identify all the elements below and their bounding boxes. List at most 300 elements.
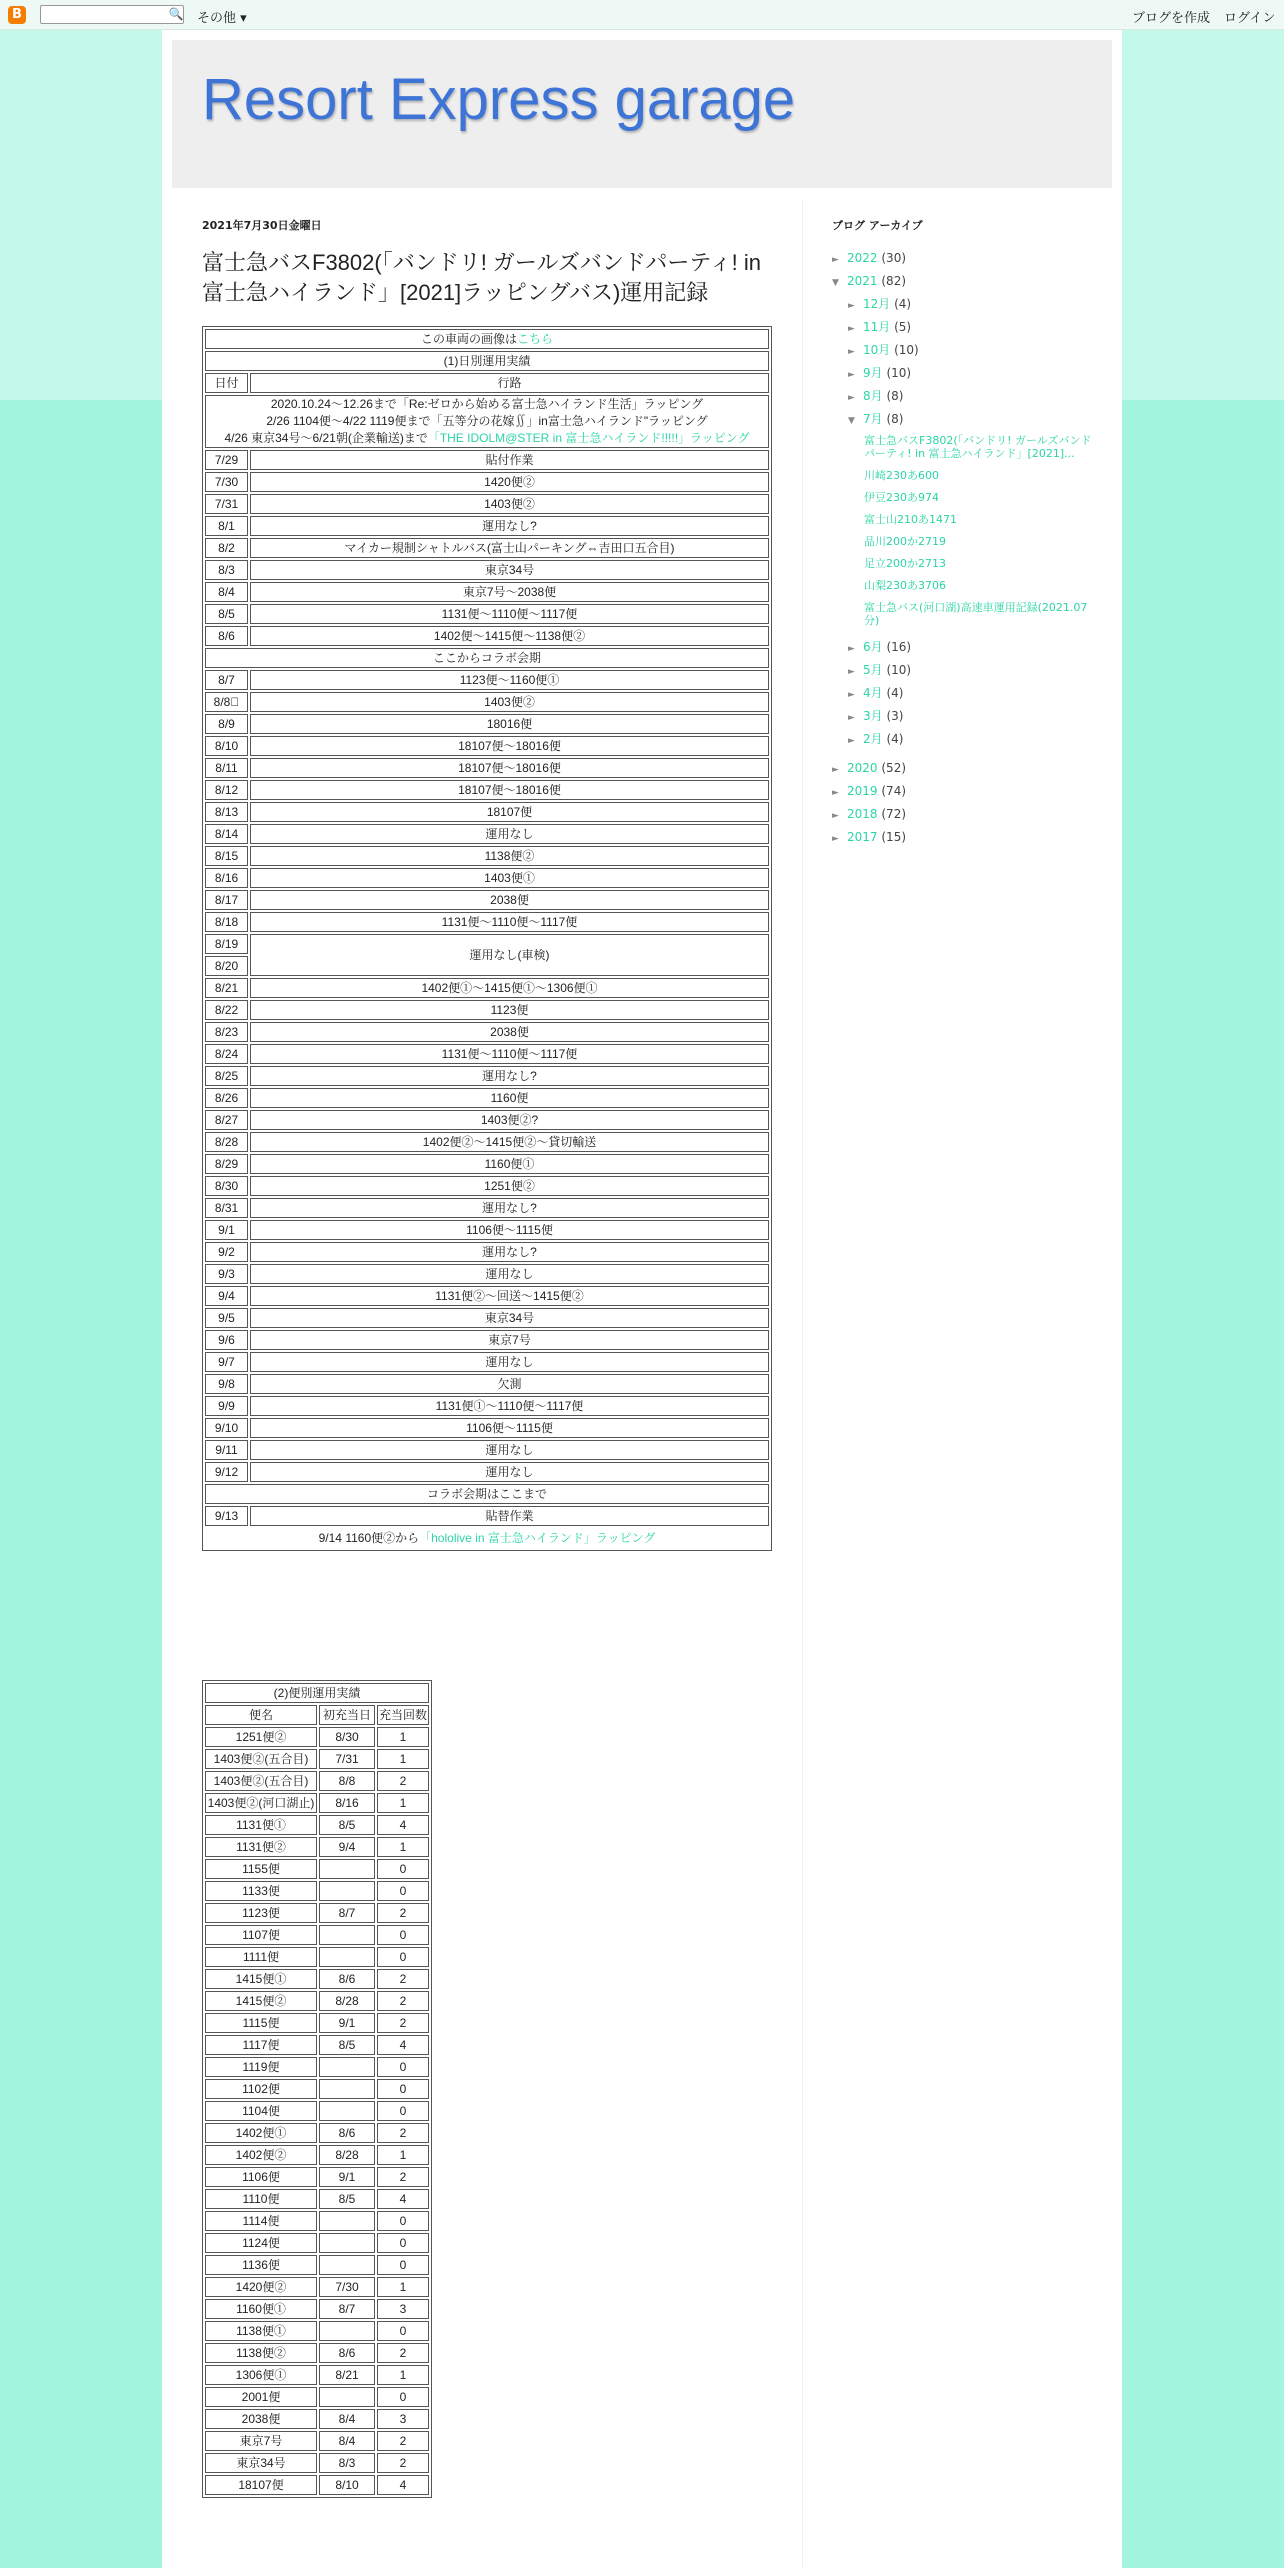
archive-month xyxy=(832,385,1092,408)
row-date: 9/2 xyxy=(205,1242,248,1262)
cell-count: 4 xyxy=(377,2189,429,2209)
cell-name: 2001便 xyxy=(205,2387,317,2407)
archive-count: (30) xyxy=(881,251,907,265)
archive-link[interactable]: 4月 xyxy=(863,686,883,700)
cell-count: 0 xyxy=(377,1947,429,1967)
archive-month xyxy=(832,316,1092,339)
toggle-icon[interactable]: ▼ xyxy=(848,416,855,426)
row-route: 貼付作業 xyxy=(250,450,769,470)
sidebar-divider xyxy=(802,200,803,2568)
row-route: 1402便②～1415便②～貸切輸送 xyxy=(250,1132,769,1152)
table-row xyxy=(205,2321,429,2341)
archive-count: (10) xyxy=(886,366,912,380)
toggle-icon[interactable]: ► xyxy=(848,301,855,311)
row-date: 8/31 xyxy=(205,1198,248,1218)
table2-title: (2)便別運用実績 xyxy=(205,1683,429,1703)
cell-count: 0 xyxy=(377,1925,429,1945)
cell-name: 18107便 xyxy=(205,2475,317,2495)
table-row xyxy=(205,670,769,690)
archive-link[interactable]: 2月 xyxy=(863,732,883,746)
row-route: 18107便～18016便 xyxy=(250,736,769,756)
row-route: 1131便～1110便～1117便 xyxy=(250,604,769,624)
create-blog-link[interactable]: ブログを作成 xyxy=(1132,11,1211,26)
table-row xyxy=(205,2299,429,2319)
row-date: 8/23 xyxy=(205,1022,248,1042)
cell-first: 8/28 xyxy=(319,1991,375,2011)
row-date: 8/15 xyxy=(205,846,248,866)
cell-name: 1131便① xyxy=(205,1815,317,1835)
table-row xyxy=(205,1462,769,1482)
archive-year xyxy=(832,757,1092,780)
cell-name: 1402便② xyxy=(205,2145,317,2165)
archive-link[interactable]: 11月 xyxy=(863,320,891,334)
table-row xyxy=(205,1396,769,1416)
table-row xyxy=(205,604,769,624)
row-date: 9/6 xyxy=(205,1330,248,1350)
cell-first: 8/5 xyxy=(319,2035,375,2055)
row-date: 8/1 xyxy=(205,516,248,536)
cell-name: 1420便② xyxy=(205,2277,317,2297)
post-date: 2021年7月30日金曜日 xyxy=(202,219,322,232)
row-route: 運用なし xyxy=(250,1264,769,1284)
cell-first xyxy=(319,2057,375,2077)
table-row xyxy=(205,692,769,712)
row-route: 2038便 xyxy=(250,890,769,910)
cell-count: 2 xyxy=(377,2013,429,2033)
row-route: 運用なし? xyxy=(250,1066,769,1086)
cell-first xyxy=(319,2321,375,2341)
toggle-icon[interactable]: ▼ xyxy=(832,278,839,288)
cell-name: 1119便 xyxy=(205,2057,317,2077)
row-date: 9/9 xyxy=(205,1396,248,1416)
post-title: 富士急バスF3802(「バンドリ! ガールズバンドパーティ! in 富士急ハイランド」[2021]ラッピングバス)運用記録 xyxy=(202,250,761,305)
row-date: 8/29 xyxy=(205,1154,248,1174)
archive-count: (52) xyxy=(881,761,907,775)
toggle-icon[interactable]: ► xyxy=(848,324,855,334)
archive-year xyxy=(832,803,1092,826)
archive-month xyxy=(832,682,1092,705)
cell-name: 1415便① xyxy=(205,1969,317,1989)
table-row xyxy=(205,868,769,888)
cell-count: 2 xyxy=(377,1991,429,2011)
row-date: 8/27 xyxy=(205,1110,248,1130)
table-row xyxy=(205,1881,429,1901)
table-row xyxy=(205,2255,429,2275)
row-route: 運用なし? xyxy=(250,1242,769,1262)
row-date: 8/12 xyxy=(205,780,248,800)
toggle-icon[interactable]: ► xyxy=(832,834,839,844)
cell-name: 1160便① xyxy=(205,2299,317,2319)
row-route: 東京7号〜2038便 xyxy=(250,582,769,602)
archive-month xyxy=(832,636,1092,659)
row-date: 8/22 xyxy=(205,1000,248,1020)
archive-count: (4) xyxy=(886,686,904,700)
blog-title[interactable]: Resort Express garage xyxy=(202,67,796,132)
cell-count: 3 xyxy=(377,2299,429,2319)
table-row xyxy=(205,1837,429,1857)
table-row xyxy=(205,1132,769,1152)
table-row xyxy=(205,1859,429,1879)
archive-count: (4) xyxy=(894,297,912,311)
row-route: 18107便 xyxy=(250,802,769,822)
cell-count: 0 xyxy=(377,2079,429,2099)
col-first-header: 初充当日 xyxy=(319,1705,375,1725)
hololive-link[interactable]: 「hololive in 富士急ハイランド」ラッピング xyxy=(419,1531,656,1545)
cell-name: 1104便 xyxy=(205,2101,317,2121)
table-row xyxy=(205,1793,429,1813)
row-route: 1106便～1115便 xyxy=(250,1220,769,1240)
cell-count: 1 xyxy=(377,1749,429,1769)
table-row xyxy=(205,1418,769,1438)
row-route: 18016便 xyxy=(250,714,769,734)
footer-note: 9/14 1160便②から「hololive in 富士急ハイランド」ラッピング xyxy=(318,1531,656,1545)
row-date: 8/20 xyxy=(205,956,248,976)
table-row xyxy=(205,1308,769,1328)
archive-month xyxy=(832,728,1092,751)
row-date: 8/14 xyxy=(205,824,248,844)
cell-name: 2038便 xyxy=(205,2409,317,2429)
cell-first xyxy=(319,2387,375,2407)
cell-count: 2 xyxy=(377,2167,429,2187)
cell-count: 3 xyxy=(377,2409,429,2429)
table-row xyxy=(205,890,769,910)
search-icon[interactable]: 🔍 xyxy=(168,7,184,21)
row-date: 9/3 xyxy=(205,1264,248,1284)
table-row xyxy=(205,780,769,800)
cell-name: 1102便 xyxy=(205,2079,317,2099)
toggle-icon[interactable]: ► xyxy=(832,255,839,265)
col-date-header: 日付 xyxy=(205,373,248,393)
row-date: 9/1 xyxy=(205,1220,248,1240)
row-date: 8/11 xyxy=(205,758,248,778)
toggle-icon[interactable]: ► xyxy=(848,370,855,380)
photo-row: この車両の画像はこちら xyxy=(205,329,769,349)
cell-name: 1110便 xyxy=(205,2189,317,2209)
table-row xyxy=(205,714,769,734)
cell-first: 8/8 xyxy=(319,1771,375,1791)
toggle-icon[interactable]: ► xyxy=(848,347,855,357)
table-row xyxy=(205,1242,769,1262)
blog-header xyxy=(172,40,1112,188)
col-count-header: 充当回数 xyxy=(377,1705,429,1725)
cell-first: 8/4 xyxy=(319,2431,375,2451)
row-date: 8/10 xyxy=(205,736,248,756)
table-row xyxy=(205,1771,429,1791)
table-row xyxy=(205,560,769,580)
cell-first: 9/1 xyxy=(319,2013,375,2033)
cell-first: 8/6 xyxy=(319,2343,375,2363)
archive-count: (16) xyxy=(886,640,912,654)
table-row xyxy=(205,1374,769,1394)
table-row xyxy=(205,2101,429,2121)
table-row xyxy=(205,1264,769,1284)
post-link[interactable]: 富士山210あ1471 xyxy=(864,513,957,526)
row-date: 8/6 xyxy=(205,626,248,646)
table-row xyxy=(205,978,769,998)
row-route: マイカー規制シャトルバス(富士山パーキング⇔吉田口五合目) xyxy=(250,538,769,558)
archive-count: (5) xyxy=(894,320,912,334)
row-route: 東京34号 xyxy=(250,1308,769,1328)
cell-count: 0 xyxy=(377,1859,429,1879)
cell-name: 1117便 xyxy=(205,2035,317,2055)
cell-first: 8/7 xyxy=(319,1903,375,1923)
archive-year xyxy=(832,270,1092,293)
archive-month xyxy=(832,362,1092,385)
archive-link[interactable]: 2018 xyxy=(847,807,878,821)
cell-count: 4 xyxy=(377,2035,429,2055)
archive-link[interactable]: 5月 xyxy=(863,663,883,677)
archive-count: (8) xyxy=(886,412,904,426)
cell-name: 1138便① xyxy=(205,2321,317,2341)
row-route: 運用なし xyxy=(250,1440,769,1460)
row-route: 東京34号 xyxy=(250,560,769,580)
row-route: 1131便～1110便～1117便 xyxy=(250,1044,769,1064)
table-row xyxy=(205,2453,429,2473)
cell-first: 8/5 xyxy=(319,2189,375,2209)
cell-name: 1306便① xyxy=(205,2365,317,2385)
toggle-icon[interactable]: ► xyxy=(848,713,855,723)
cell-count: 2 xyxy=(377,1969,429,1989)
archive-link[interactable]: 6月 xyxy=(863,640,883,654)
cell-first xyxy=(319,1859,375,1879)
cell-first: 8/3 xyxy=(319,2453,375,2473)
table-row xyxy=(205,2167,429,2187)
archive-list xyxy=(832,247,1092,849)
row-route: 1403便②? xyxy=(250,1110,769,1130)
archive-link[interactable]: 3月 xyxy=(863,709,883,723)
row-date: 9/4 xyxy=(205,1286,248,1306)
cell-first: 8/10 xyxy=(319,2475,375,2495)
row-date: 8/28 xyxy=(205,1132,248,1152)
table-row xyxy=(205,2277,429,2297)
archive-count: (4) xyxy=(886,732,904,746)
cell-first xyxy=(319,2255,375,2275)
table-row xyxy=(205,1286,769,1306)
cell-name: 1403便②(五合目) xyxy=(205,1749,317,1769)
table-row xyxy=(205,2057,429,2077)
archive-count: (10) xyxy=(886,663,912,677)
toggle-icon[interactable]: ► xyxy=(848,690,855,700)
post-link[interactable]: 富士急バス(河口湖)高速車運用記録(2021.07分) xyxy=(864,601,1088,627)
cell-count: 0 xyxy=(377,2233,429,2253)
cell-name: 1403便②(五合目) xyxy=(205,1771,317,1791)
table-row xyxy=(205,1176,769,1196)
table-row xyxy=(205,2233,429,2253)
cell-count: 0 xyxy=(377,2387,429,2407)
col-route-header: 行路 xyxy=(250,373,769,393)
archive-month xyxy=(832,293,1092,316)
post-link[interactable]: 富士急バスF3802(「バンドリ! ガールズバンドパーティ! in 富士急ハイランド」[2021]... xyxy=(864,434,1092,460)
cell-name: 1124便 xyxy=(205,2233,317,2253)
table-row xyxy=(205,2475,429,2495)
table-row xyxy=(205,1969,429,1989)
cell-first: 8/4 xyxy=(319,2409,375,2429)
post-link[interactable]: 品川200か2719 xyxy=(864,535,946,548)
table-row xyxy=(205,472,769,492)
cell-first: 7/30 xyxy=(319,2277,375,2297)
history-note: 2020.10.24～12.26まで「Re:ゼロから始める富士急ハイランド生活」ラッピング 2/26 1104便～4/22 1119便まで「五等分の花嫁∬」in富士急ハイランド"ラッピング 4/26 東京34号～6/21朝(企業輸送)まで「THE IDOLM@STER in 富士急ハイランド!!!!!」ラッピング xyxy=(205,395,769,448)
table-row xyxy=(205,1815,429,1835)
table-row xyxy=(205,2409,429,2429)
row-route: 18107便～18016便 xyxy=(250,780,769,800)
table-row xyxy=(205,2145,429,2165)
cell-name: 1138便② xyxy=(205,2343,317,2363)
post-link[interactable]: 足立200か2713 xyxy=(864,557,946,570)
row-route: 1251便② xyxy=(250,1176,769,1196)
cell-name: 東京34号 xyxy=(205,2453,317,2473)
cell-first xyxy=(319,2233,375,2253)
cell-count: 2 xyxy=(377,1903,429,1923)
row-route: 1138便② xyxy=(250,846,769,866)
post-link[interactable]: 伊豆230あ974 xyxy=(864,491,939,504)
archive-link[interactable]: 12月 xyxy=(863,297,891,311)
login-link[interactable]: ログイン xyxy=(1224,11,1276,26)
archive-month xyxy=(832,408,1092,431)
collab-end-row: コラボ会期はここまで xyxy=(205,1484,769,1504)
archive-count: (15) xyxy=(881,830,907,844)
row-date: 8/21 xyxy=(205,978,248,998)
cell-first xyxy=(319,2079,375,2099)
archive-link[interactable]: 2022 xyxy=(847,251,878,265)
archive-link[interactable]: 2021 xyxy=(847,274,878,288)
row-route: 2038便 xyxy=(250,1022,769,1042)
post-link[interactable]: 川崎230あ600 xyxy=(864,469,939,482)
row-date: 8/9 xyxy=(205,714,248,734)
table-row xyxy=(205,516,769,536)
toggle-icon[interactable]: ► xyxy=(848,667,855,677)
row-route: 1131便①～1110便～1117便 xyxy=(250,1396,769,1416)
row-date: 8/30 xyxy=(205,1176,248,1196)
table-row xyxy=(205,1352,769,1372)
table-row xyxy=(205,2343,429,2363)
table-row xyxy=(205,1506,769,1526)
table-row xyxy=(205,1330,769,1350)
cell-count: 0 xyxy=(377,1881,429,1901)
toggle-icon[interactable]: ► xyxy=(832,811,839,821)
row-date: 8/13 xyxy=(205,802,248,822)
table-row xyxy=(205,2035,429,2055)
row-route: 1403便② xyxy=(250,692,769,712)
row-date: 9/11 xyxy=(205,1440,248,1460)
cell-count: 1 xyxy=(377,1793,429,1813)
row-route: 欠測 xyxy=(250,1374,769,1394)
archive-count: (8) xyxy=(886,389,904,403)
cell-name: 1115便 xyxy=(205,2013,317,2033)
row-date: 8/26 xyxy=(205,1088,248,1108)
table-row xyxy=(205,2189,429,2209)
table-row xyxy=(205,1066,769,1086)
idolmaster-link[interactable]: 「THE IDOLM@STER in 富士急ハイランド!!!!!」ラッピング xyxy=(427,431,750,445)
archive-link[interactable]: 2020 xyxy=(847,761,878,775)
row-date: 8/16 xyxy=(205,868,248,888)
table-row xyxy=(205,802,769,822)
photo-link[interactable]: こちら xyxy=(517,332,554,346)
archive-count: (74) xyxy=(881,784,907,798)
row-route: 1420便② xyxy=(250,472,769,492)
row-route: 運用なし(車検) xyxy=(250,934,769,976)
row-route: 1403便② xyxy=(250,494,769,514)
row-date: 9/8 xyxy=(205,1374,248,1394)
table-row xyxy=(205,626,769,646)
cell-first: 8/5 xyxy=(319,1815,375,1835)
cell-count: 2 xyxy=(377,2123,429,2143)
cell-name: 1123便 xyxy=(205,1903,317,1923)
cell-count: 1 xyxy=(377,1727,429,1747)
archive-link[interactable]: 10月 xyxy=(863,343,891,357)
cell-name: 1402便① xyxy=(205,2123,317,2143)
row-date: 9/13 xyxy=(205,1506,248,1526)
cell-first: 8/28 xyxy=(319,2145,375,2165)
cell-count: 2 xyxy=(377,2343,429,2363)
table-row xyxy=(205,2079,429,2099)
table-row xyxy=(205,2123,429,2143)
cell-name: 東京7号 xyxy=(205,2431,317,2451)
archive-link[interactable]: 7月 xyxy=(863,412,883,426)
row-date: 8/7 xyxy=(205,670,248,690)
archive-link[interactable]: 2017 xyxy=(847,830,878,844)
archive-count: (72) xyxy=(881,807,907,821)
cell-first: 8/16 xyxy=(319,1793,375,1813)
table-row xyxy=(205,1903,429,1923)
toggle-icon[interactable]: ► xyxy=(832,788,839,798)
table-row xyxy=(205,2013,429,2033)
more-menu[interactable]: その他 ▾ xyxy=(197,11,247,26)
toggle-icon[interactable]: ► xyxy=(848,393,855,403)
search-input[interactable] xyxy=(40,5,184,24)
row-route: 1403便① xyxy=(250,868,769,888)
archive-month xyxy=(832,339,1092,362)
cell-first: 8/6 xyxy=(319,2123,375,2143)
row-route: 1106便～1115便 xyxy=(250,1418,769,1438)
archive-link[interactable]: 9月 xyxy=(863,366,883,380)
cell-first: 7/31 xyxy=(319,1749,375,1769)
toggle-icon[interactable]: ► xyxy=(848,736,855,746)
table-row xyxy=(205,846,769,866)
toggle-icon[interactable]: ► xyxy=(832,765,839,775)
cell-count: 1 xyxy=(377,1837,429,1857)
cell-name: 1114便 xyxy=(205,2211,317,2231)
table-row xyxy=(205,1198,769,1218)
table-row xyxy=(205,2431,429,2451)
cell-count: 0 xyxy=(377,2211,429,2231)
archive-link[interactable]: 2019 xyxy=(847,784,878,798)
table-row xyxy=(205,1022,769,1042)
table-row xyxy=(205,824,769,844)
row-route: 1123便～1160便① xyxy=(250,670,769,690)
cell-count: 1 xyxy=(377,2365,429,2385)
cell-first: 8/6 xyxy=(319,1969,375,1989)
blogger-logo-icon[interactable]: B xyxy=(8,6,26,24)
archive-link[interactable]: 8月 xyxy=(863,389,883,403)
cell-count: 0 xyxy=(377,2321,429,2341)
daily-operation-table xyxy=(202,326,772,1551)
cell-count: 1 xyxy=(377,2277,429,2297)
blogger-navbar xyxy=(0,0,1284,30)
row-route: 1160便 xyxy=(250,1088,769,1108)
row-date: 8/5 xyxy=(205,604,248,624)
toggle-icon[interactable]: ► xyxy=(848,644,855,654)
archive-month xyxy=(832,659,1092,682)
table-row xyxy=(205,648,769,668)
table-row xyxy=(205,1088,769,1108)
post-link[interactable]: 山梨230あ3706 xyxy=(864,579,946,592)
row-date: 8/2 xyxy=(205,538,248,558)
blog-archive-sidebar xyxy=(832,217,1092,849)
cell-count: 2 xyxy=(377,2453,429,2473)
row-route: 1131便〜1110便～1117便 xyxy=(250,912,769,932)
table-row xyxy=(205,1110,769,1130)
table-row xyxy=(205,1044,769,1064)
